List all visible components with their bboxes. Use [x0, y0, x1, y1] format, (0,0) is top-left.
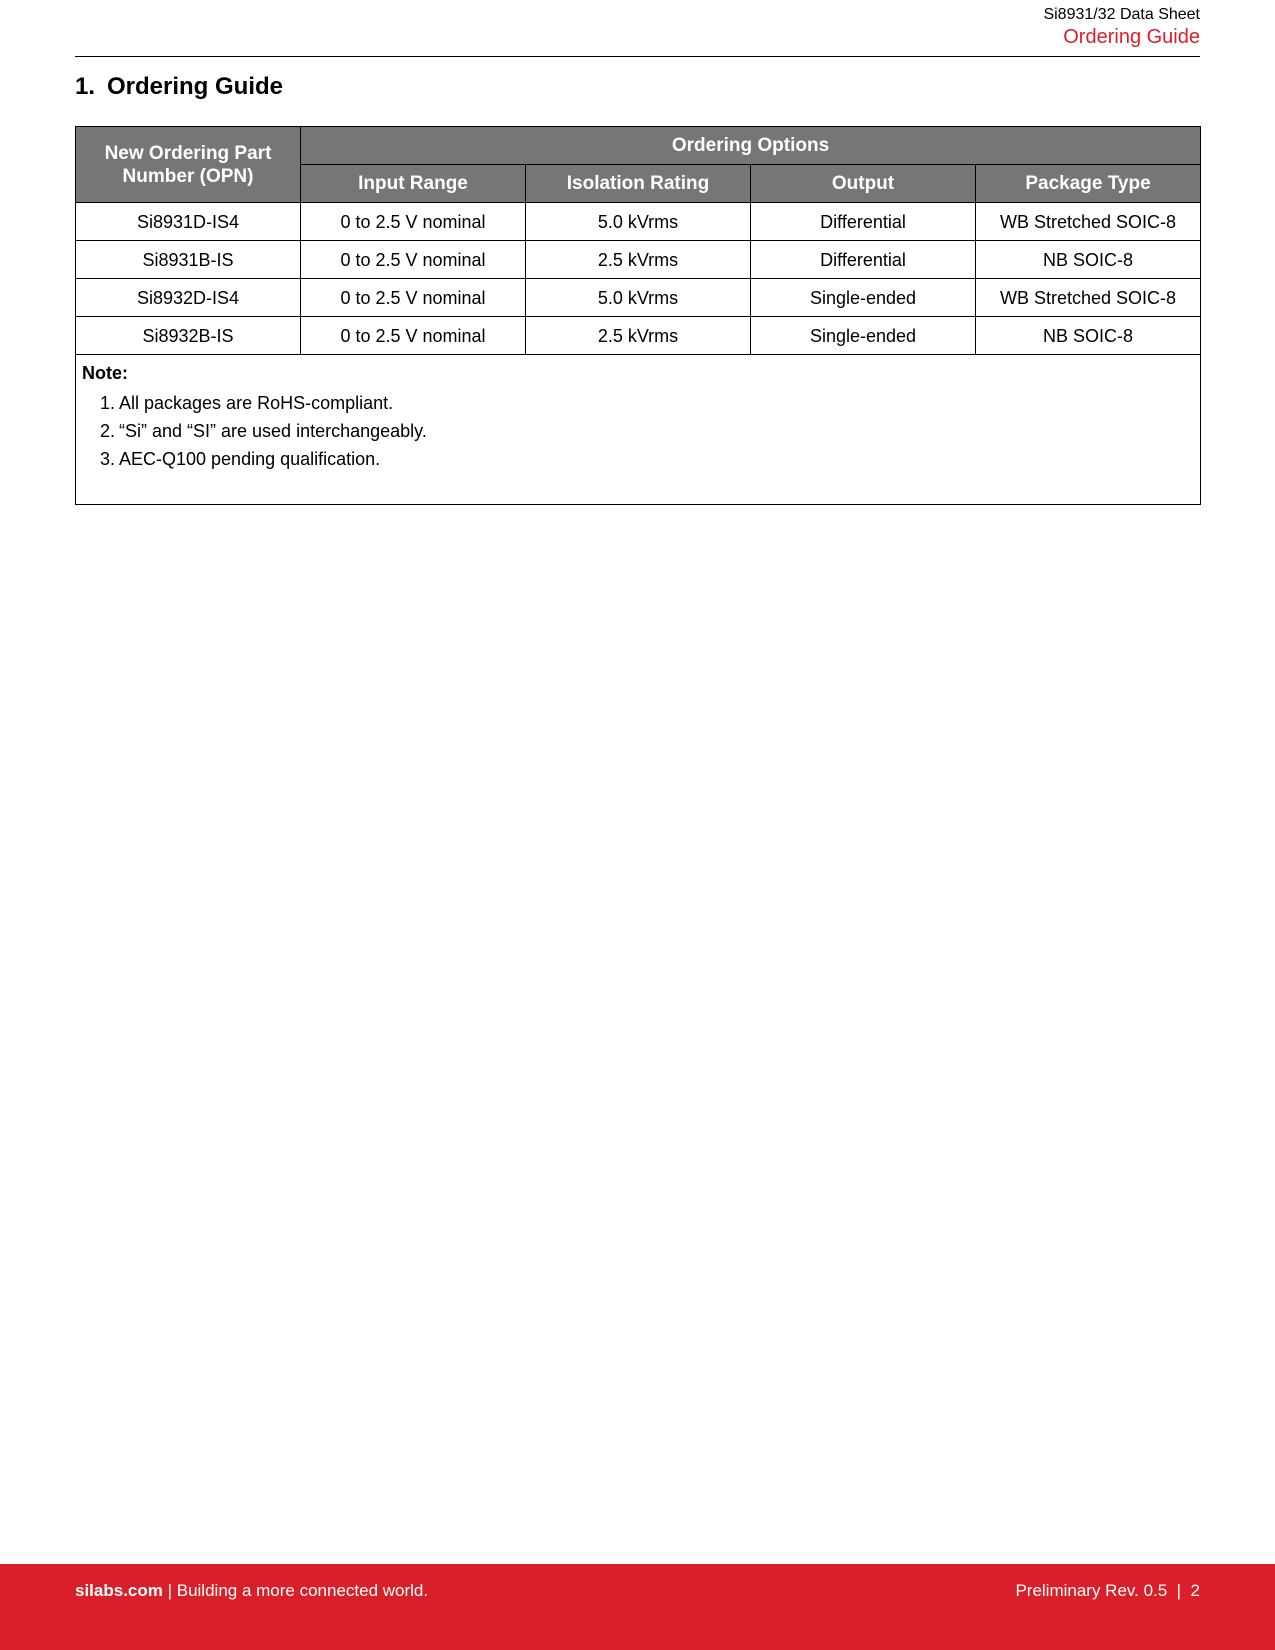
- cell-input-range: 0 to 2.5 V nominal: [301, 317, 526, 355]
- note-text: AEC-Q100 pending qualification.: [119, 449, 381, 469]
- cell-output: Single-ended: [751, 279, 976, 317]
- column-header-input-range: Input Range: [301, 165, 526, 203]
- section-heading: [75, 72, 283, 102]
- cell-input-range: 0 to 2.5 V nominal: [301, 279, 526, 317]
- cell-package-type: NB SOIC-8: [976, 241, 1201, 279]
- document-title: Si8931/32 Data Sheet: [1043, 6, 1200, 23]
- table-header-row: [76, 127, 1201, 165]
- cell-opn: Si8932B-IS: [76, 317, 301, 355]
- section-title: Ordering Guide: [107, 73, 284, 100]
- note-label: Note:: [82, 363, 128, 383]
- opn-column-header: New Ordering Part Number (OPN): [76, 127, 301, 203]
- footer-brand-link[interactable]: silabs.com: [75, 1581, 163, 1600]
- footer-left: [75, 1580, 428, 1602]
- page-header: [1043, 5, 1200, 49]
- cell-isolation-rating: 5.0 kVrms: [526, 279, 751, 317]
- note-item: [82, 417, 1194, 445]
- note-text: “Si” and “SI” are used interchangeably.: [119, 421, 427, 441]
- section-number: 1.: [75, 73, 96, 100]
- table-row: [76, 317, 1201, 355]
- cell-isolation-rating: 2.5 kVrms: [526, 317, 751, 355]
- column-header-output: Output: [751, 165, 976, 203]
- note-list: [82, 389, 1194, 473]
- cell-isolation-rating: 5.0 kVrms: [526, 203, 751, 241]
- footer-tagline: | Building a more connected world.: [162, 1581, 429, 1600]
- header-section-title: Ordering Guide: [1063, 26, 1200, 48]
- table-row: [76, 203, 1201, 241]
- column-header-package-type: Package Type: [976, 165, 1201, 203]
- column-header-isolation-rating: Isolation Rating: [526, 165, 751, 203]
- cell-input-range: 0 to 2.5 V nominal: [301, 241, 526, 279]
- note-cell: [76, 355, 1201, 505]
- note-text: All packages are RoHS-compliant.: [119, 393, 394, 413]
- note-item: [82, 389, 1194, 417]
- cell-opn: Si8931D-IS4: [76, 203, 301, 241]
- table-row: [76, 279, 1201, 317]
- cell-output: Differential: [751, 203, 976, 241]
- cell-package-type: WB Stretched SOIC-8: [976, 279, 1201, 317]
- cell-package-type: WB Stretched SOIC-8: [976, 203, 1201, 241]
- cell-output: Single-ended: [751, 317, 976, 355]
- header-divider: [75, 56, 1200, 57]
- cell-input-range: 0 to 2.5 V nominal: [301, 203, 526, 241]
- ordering-options-header: Ordering Options: [301, 127, 1201, 165]
- cell-opn: Si8932D-IS4: [76, 279, 301, 317]
- note-number: 1.: [100, 393, 116, 413]
- cell-output: Differential: [751, 241, 976, 279]
- table-note-row: [76, 355, 1201, 505]
- cell-isolation-rating: 2.5 kVrms: [526, 241, 751, 279]
- cell-package-type: NB SOIC-8: [976, 317, 1201, 355]
- note-number: 2.: [100, 421, 116, 441]
- ordering-guide-table: [75, 126, 1201, 505]
- page-footer: [0, 1564, 1275, 1650]
- table-row: [76, 241, 1201, 279]
- cell-opn: Si8931B-IS: [76, 241, 301, 279]
- note-item: [82, 445, 1194, 473]
- footer-revision: Preliminary Rev. 0.5 | 2: [1015, 1581, 1200, 1600]
- note-number: 3.: [100, 449, 116, 469]
